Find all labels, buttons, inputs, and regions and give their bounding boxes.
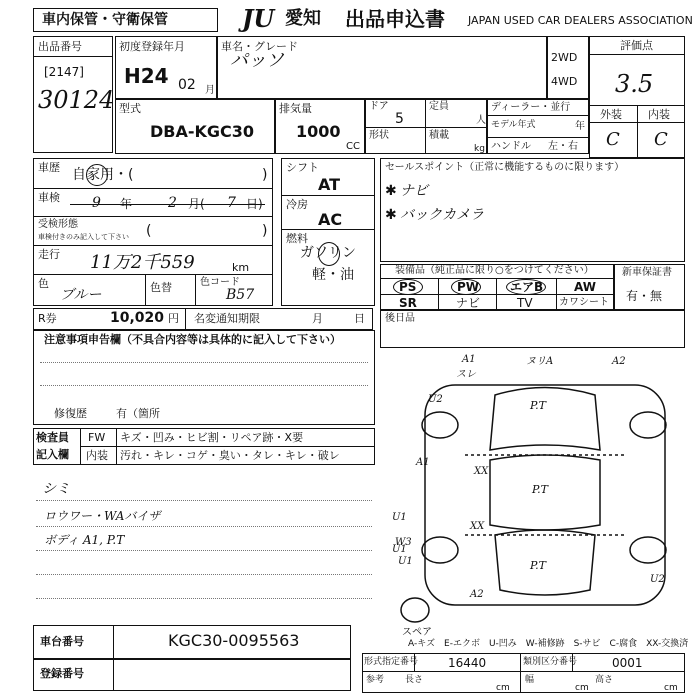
displacement-label: 排気量 (279, 102, 312, 115)
form-title: 出品申込書 (345, 7, 445, 31)
recycle-unit: 円 (168, 312, 179, 325)
name-change-day-unit: 日 (354, 312, 365, 325)
class-number-value: 0001 (612, 656, 643, 670)
windshield-shape (490, 388, 600, 451)
inspector-label-1: 検査員 (36, 431, 69, 444)
mark-a1-side: A1 (416, 457, 430, 468)
height-unit: cm (664, 683, 678, 693)
chassis-number: KGC30-0095563 (168, 631, 300, 650)
load-label: 積載 (429, 130, 449, 141)
mark-nuri: ヌリA (526, 356, 554, 367)
registration-label: 登録番号 (40, 667, 84, 680)
equip-ps: PS (399, 280, 417, 294)
mark-pt-roof: P.T (532, 483, 549, 496)
load-unit: kg (474, 144, 485, 154)
spare-tire (401, 598, 429, 622)
handle-options: 左・右 (548, 141, 578, 152)
mark-u1-a: U1 (392, 512, 407, 523)
spec-ref-label: 参考 (366, 675, 385, 685)
equipment-label: 装備品（純正品に限り○をつけてください） (395, 265, 594, 276)
mark-u1-b: U1 (392, 544, 407, 555)
repair-value: 有（箇所 (116, 407, 160, 420)
inspector-label-2: 記入欄 (36, 448, 69, 461)
rear-right-wheel (630, 537, 666, 563)
length-label: 長さ (405, 675, 424, 685)
ac-label: 冷房 (286, 198, 308, 211)
mileage-unit: km (232, 261, 250, 274)
afterday-label: 後日品 (385, 313, 415, 324)
equip-aw: AW (574, 280, 596, 294)
mark-pt-hood: P.T (530, 399, 547, 412)
mark-sure: スレ (456, 369, 476, 380)
fw-label: FW (88, 431, 106, 444)
mark-w3: W3 (395, 537, 412, 548)
name-change-month-unit: 月 (312, 312, 323, 325)
doors-label: ドア (369, 101, 389, 112)
repair-label: 修復歴 (54, 407, 87, 420)
color-code-value: B57 (226, 287, 255, 303)
displacement-value: 1000 (296, 122, 341, 141)
doors-value: 5 (395, 111, 404, 127)
car-name-label: 車名・グレード (221, 40, 298, 53)
drive-2wd: 2WD (551, 51, 578, 64)
model-label: 型式 (119, 102, 141, 115)
name-change-label: 名変通知期限 (194, 312, 260, 325)
width-unit: cm (575, 683, 589, 693)
car-name-value: パッソ (230, 50, 284, 71)
height-label: 高さ (595, 675, 614, 685)
dealer-label: ディーラー・並行 (491, 102, 571, 113)
equip-leather: カワシート (559, 297, 609, 308)
chassis-label: 車台番号 (40, 635, 84, 648)
history-close: ) (262, 167, 268, 183)
mark-u2-rear: U2 (650, 574, 665, 585)
mark-a2-front: A2 (612, 356, 626, 367)
capacity-unit: 人 (476, 115, 486, 126)
sales-point-star-1: ✱ (385, 183, 397, 199)
history-value: 自家用・( (72, 167, 134, 183)
mark-xx-1: XX (474, 466, 489, 477)
drive-4wd: 4WD (551, 75, 578, 88)
inspection-day: 7 (227, 195, 236, 211)
exterior-label: 外装 (600, 108, 622, 121)
handle-label: ハンドル (491, 141, 531, 152)
sales-points-label: セールスポイント（正常に機能するものに限ります） (385, 162, 625, 173)
inspector-note-1: シミ (42, 481, 70, 497)
length-unit: cm (496, 683, 510, 693)
fw-items: キズ・凹み・ヒビ割・リペア跡・X要 (120, 431, 304, 444)
warranty-label: 新車保証書 (622, 267, 672, 278)
damage-legend: A-キズ E-エクボ U-凹み W-補修跡 S-サビ C-腐食 XX-交換済 (408, 639, 689, 649)
notes-label: 注意事項申告欄（不具合内容等は具体的に記入して下さい） (44, 333, 341, 346)
receipt-open: ( (146, 223, 152, 239)
interior-label: 内装 (648, 108, 670, 121)
inspection-month-unit: 月( (188, 197, 205, 211)
recycle-value: 10,020 (110, 310, 165, 326)
mileage-label: 走行 (38, 248, 60, 261)
mileage-value: 11万2千559 (90, 252, 195, 273)
inspection-label: 車検 (38, 191, 60, 204)
receipt-sub: 車検付きのみ記入して下さい (38, 233, 129, 241)
sales-point-2: バックカメラ (400, 207, 484, 223)
exterior-grade: C (606, 129, 620, 150)
shift-label: シフト (286, 161, 319, 174)
equip-tv: TV (517, 296, 533, 310)
mark-xx-2: XX (470, 521, 485, 532)
class-number-label: 類別区分番号 (523, 657, 578, 667)
lot-number: 30124 (38, 86, 115, 114)
mark-pt-rear: P.T (530, 559, 547, 572)
inspection-year: 9 (92, 195, 101, 211)
shift-value: AT (318, 175, 341, 194)
first-reg-year: H24 (124, 64, 169, 88)
capacity-label: 定員 (429, 101, 449, 112)
mark-a2-rear: A2 (470, 589, 484, 600)
receipt-close: ) (262, 223, 268, 239)
front-right-wheel (630, 412, 666, 438)
body-shape-label: 形状 (369, 130, 389, 141)
storage-note: 車内保管・守衛保管 (42, 12, 168, 28)
interior-items: 汚れ・キレ・コゲ・臭い・タレ・キレ・破レ (120, 449, 340, 462)
interior-row-label: 内装 (86, 449, 108, 462)
region-name: 愛知 (285, 8, 321, 29)
color-change-label: 色替 (150, 281, 172, 294)
inspection-year-unit: 年 (120, 197, 133, 211)
spare-label: スペア (402, 627, 432, 638)
model-year-label: モデル年式 (491, 120, 536, 130)
type-number-label: 形式指定番号 (364, 657, 419, 667)
displacement-unit: CC (346, 141, 360, 152)
equip-pw: PW (457, 280, 480, 294)
equip-sr: SR (399, 296, 417, 310)
sales-point-star-2: ✱ (385, 207, 397, 223)
rating-value: 3.5 (615, 70, 654, 98)
interior-grade: C (654, 129, 668, 150)
first-reg-label: 初度登録年月 (119, 40, 185, 53)
mark-u1-c: U1 (398, 556, 413, 567)
inspection-day-unit: 日) (246, 197, 263, 211)
lot-label: 出品番号 (38, 40, 82, 53)
inspection-month: 2 (168, 195, 177, 211)
ju-logo: JU (242, 4, 275, 33)
warranty-options: 有・無 (626, 289, 663, 303)
fuel-diesel: 軽・油 (312, 267, 354, 283)
model-value: DBA-KGC30 (150, 122, 255, 141)
type-number-value: 16440 (448, 656, 487, 670)
equip-airbag: エアB (510, 280, 544, 294)
receipt-label: 受検形態 (38, 219, 78, 230)
lot-bracket-number: [2147] (44, 65, 84, 79)
front-left-wheel (422, 412, 458, 438)
width-label: 幅 (525, 675, 535, 685)
equip-navi: ナビ (456, 296, 481, 310)
recycle-label: R券 (38, 312, 57, 325)
fuel-label: 燃料 (286, 232, 308, 245)
color-label: 色 (38, 277, 49, 290)
inspector-note-3: ボディ A1, P.T (44, 533, 125, 547)
rating-label: 評価点 (620, 39, 653, 52)
first-reg-month: 02 (178, 77, 196, 93)
ac-value: AC (318, 210, 343, 229)
inspector-note-2: ロウワー・WAバイザ (44, 509, 161, 523)
mark-a1-front: A1 (462, 354, 476, 365)
first-reg-month-unit: 月 (205, 85, 215, 96)
fuel-gasoline: ガソリン (300, 245, 356, 261)
color-value: ブルー (60, 287, 102, 303)
rear-left-wheel (422, 537, 458, 563)
model-year-unit: 年 (575, 121, 585, 132)
color-code-label: 色コード (200, 277, 240, 288)
history-label: 車歴 (38, 161, 60, 174)
mark-u2-left: U2 (428, 394, 443, 405)
association-name: JAPAN USED CAR DEALERS ASSOCIATION (468, 14, 693, 27)
sales-point-1: ナビ (400, 183, 428, 199)
